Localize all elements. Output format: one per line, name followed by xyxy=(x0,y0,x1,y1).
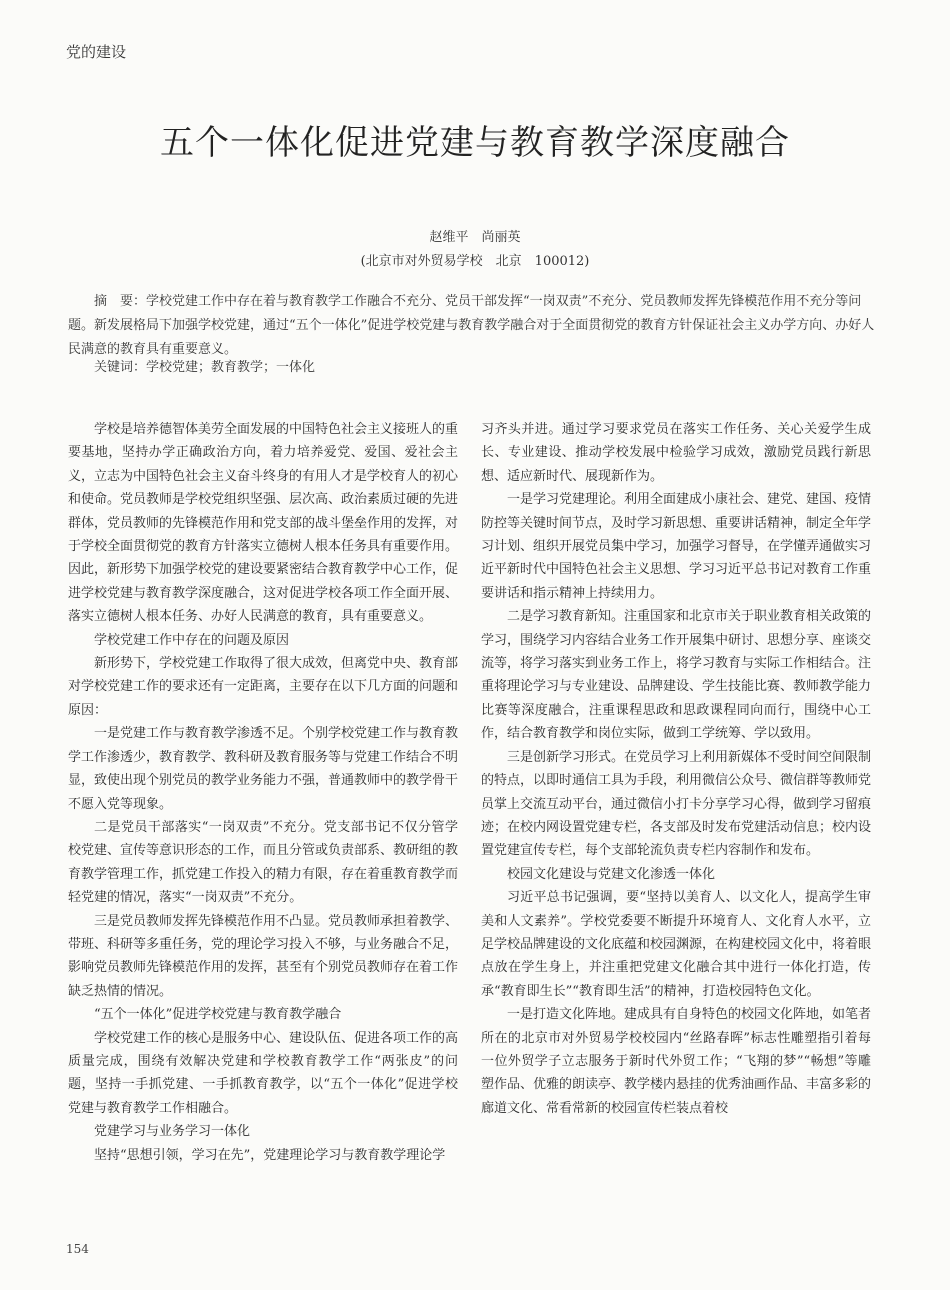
section-label: 党的建设 xyxy=(66,43,127,61)
left-column xyxy=(68,418,458,1167)
paragraph: 坚持“思想引领，学习在先”，党建理论学习与教育教学理论学 xyxy=(94,1147,446,1163)
article-title: 五个一体化促进党建与教育教学深度融合 xyxy=(160,123,790,163)
affiliation-line: (北京市对外贸易学校 北京 100012) xyxy=(360,254,590,269)
paragraph: 习近平总书记强调，要“坚持以美育人、以文化人，提高学生审美和人文素养”。学校党委要不断提升环境育人、文化育人水平，立足学校品牌建设的文化底蕴和校园渊源，在构建校园文化中，将着眼点放在学生身上，并注重把党建文化融合其中进行一体化打造，传承“教育即生长”“教育即生活”的精神，打造校园特色文化。 xyxy=(481,890,872,999)
page-number: 154 xyxy=(66,1242,89,1256)
keywords: 关键词：学校党建；教育教学；一体化 xyxy=(94,360,316,375)
paragraph: 新形势下，学校党建工作取得了很大成效，但离党中央、教育部对学校党建工作的要求还有一定距离，主要存在以下几方面的问题和原因： xyxy=(68,656,459,718)
paragraph: 二是党员干部落实“一岗双责”不充分。党支部书记不仅分管学校党建、宣传等意识形态的工作，而且分管或负责部系、教研组的教育教学管理工作，抓党建工作投入的精力有限，存在着重教育教学而轻党建的情况，落实“一岗双责”不充分。 xyxy=(68,819,459,906)
paragraph: 一是学习党建理论。利用全面建成小康社会、建党、建国、疫情防控等关键时间节点，及时学习新思想、重要讲话精神，制定全年学习计划、组织开展党员集中学习，加强学习督导，在学懂弄通做实习近平新时代中国特色社会主义思想、学习习近平总书记对教育工作重要讲话和指示精神上持续用力。 xyxy=(481,492,872,601)
subsection-heading: 校园文化建设与党建文化渗透一体化 xyxy=(507,866,716,882)
section-heading: 学校党建工作中存在的问题及原因 xyxy=(94,632,290,648)
paragraph: 学校党建工作的核心是服务中心、建设队伍、促进各项工作的高质量完成，围绕有效解决党建和学校教育教学工作“两张皮”的问题，坚持一手抓党建、一手抓教育教学，以“五个一体化”促进学校党建与教育教学工作相融合。 xyxy=(68,1030,459,1116)
abstract: 摘 要：学校党建工作中存在着与教育教学工作融合不充分、党员干部发挥“一岗双责”不充分、党员教师发挥先锋模范作用不充分等问题。新发展格局下加强学校党建，通过“五个一体化”促进学校党建与教育教学融合对于全面贯彻党的教育方针保证社会主义办学方向、办好人民满意的教育具有重要意义。 xyxy=(68,294,875,357)
paragraph: 三是党员教师发挥先锋模范作用不凸显。党员教师承担着教学、带班、科研等多重任务，党的理论学习投入不够，与业务融合不足，影响党员教师先锋模范作用的发挥，甚至有个别党员教师存在着工作缺乏热情的情况。 xyxy=(68,913,459,999)
author-line: 赵维平 尚丽英 xyxy=(429,230,521,245)
paragraph: 学校是培养德智体美劳全面发展的中国特色社会主义接班人的重要基地，坚持办学正确政治方向，着力培养爱党、爱国、爱社会主义，立志为中国特色社会主义奋斗终身的有用人才是学校育人的初心和使命。党员教师是学校党组织坚强、层次高、政治素质过硬的先进群体，党员教师的先锋模范作用和党支部的战斗堡垒作用的发挥，对于学校全面贯彻党的教育方针落实立德树人根本任务具有重要作用。因此，新形势下加强学校党的建设要紧密结合教育教学中心工作，促进学校党建与教育教学深度融合，这对促进学校各项工作全面开展、落实立德树人根本任务、办好人民满意的教育，具有重要意义。 xyxy=(68,422,459,625)
subsection-heading: 党建学习与业务学习一体化 xyxy=(94,1124,251,1140)
paragraph-continued: 习齐头并进。通过学习要求党员在落实工作任务、关心关爱学生成长、专业建设、推动学校发展中检验学习成效，激励党员践行新思想、适应新时代、展现新作为。 xyxy=(481,422,871,484)
paragraph: 三是创新学习形式。在党员学习上利用新媒体不受时间空间限制的特点，以即时通信工具为手段，利用微信公众号、微信群等教师党员掌上交流互动平台，通过微信小打卡分享学习心得，做到学习留痕迹；在校内网设置党建专栏，各支部及时发布党建活动信息；校内设置党建宣传专栏，每个支部轮流负责专栏内容制作和发布。 xyxy=(481,749,872,859)
paragraph: 二是学习教育新知。注重国家和北京市关于职业教育相关政策的学习，围绕学习内容结合业务工作开展集中研讨、思想分享、座谈交流等，将学习落实到业务工作上，将学习教育与实际工作相结合。注重将理论学习与专业建设、品牌建设、学生技能比赛、教师教学能力比赛等深度融合，注重课程思政和思政课程同向而行，围绕中心工作，结合教育教学和岗位实际，做到工学统筹、学以致用。 xyxy=(481,609,872,742)
paragraph: 一是党建工作与教育教学渗透不足。个别学校党建工作与教育教学工作渗透少，教育教学、教科研及教育服务等与党建工作结合不明显，致使出现个别党员的教学业务能力不强，普通教师中的教学骨干不愿入党等现象。 xyxy=(68,726,459,812)
section-heading: “五个一体化”促进学校党建与教育教学融合 xyxy=(94,1007,342,1023)
right-column xyxy=(481,418,871,1120)
paragraph: 一是打造文化阵地。建成具有自身特色的校园文化阵地，如笔者所在的北京市对外贸易学校校园内“丝路春晖”标志性雕塑指引着每一位外贸学子立志服务于新时代外贸工作；“飞翔的梦”“畅想”等雕塑作品、优雅的朗读亭、教学楼内悬挂的优秀油画作品、丰富多彩的廊道文化、常看常新的校园宣传栏装点着校 xyxy=(481,1007,872,1116)
